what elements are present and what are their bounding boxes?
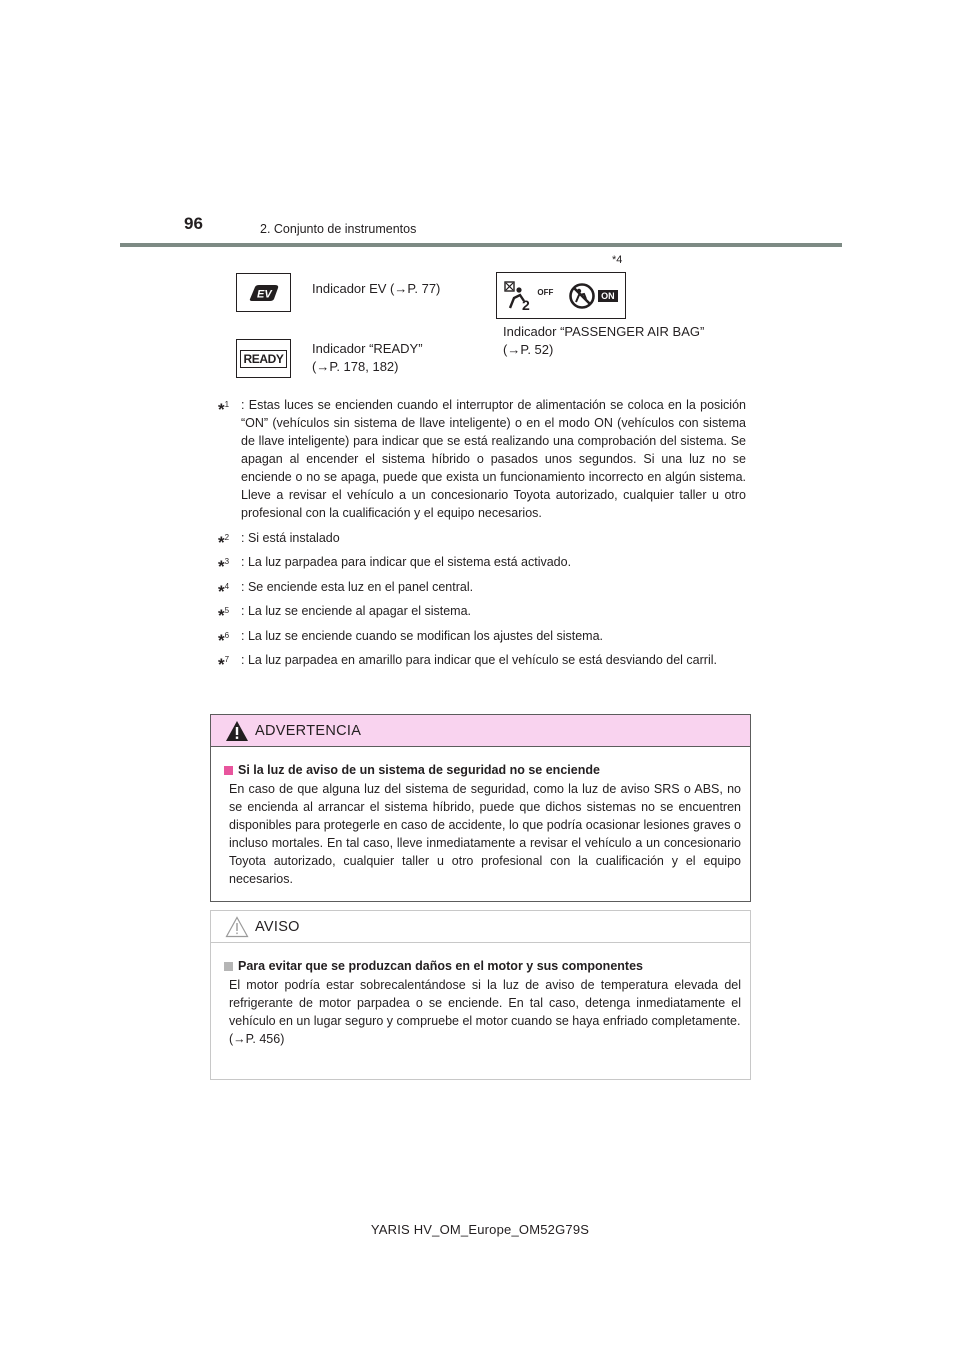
caution-triangle-icon: [225, 916, 249, 938]
page-number: 96: [184, 214, 203, 233]
ev-indicator-box: [236, 273, 291, 312]
notice-reference: (→P. 456): [229, 1032, 285, 1046]
warning-subtitle: Si la luz de aviso de un sistema de seguridad no se enciende: [238, 763, 600, 777]
warning-header: [211, 715, 750, 747]
notice-subtitle: Para evitar que se produzcan daños en el motor y sus componentes: [238, 959, 643, 973]
warning-box: [210, 714, 751, 902]
ev-indicator-label: Indicador EV (→P. 77): [312, 281, 441, 296]
ready-indicator-box: [236, 339, 291, 378]
airbag-indicator-label-line2: (→P. 52): [503, 342, 554, 357]
warning-triangle-icon: [225, 720, 249, 742]
square-bullet-icon: [224, 962, 233, 971]
notice-text: El motor podría estar sobrecalentándose si la luz de aviso de temperatura elevada del refrigerante de motor parpadea o se enciende. En tal caso, detenga inmediatamente el vehículo en un lugar seguro y compruebe el motor cuando se haya enfriado completamente.: [229, 978, 741, 1028]
airbag-on-icon: [568, 282, 596, 310]
svg-text:2: 2: [522, 296, 531, 311]
airbag-off-text: OFF: [537, 288, 554, 297]
ready-indicator-label-line2: (→P. 178, 182): [312, 359, 399, 374]
ev-icon: [247, 282, 281, 304]
warning-text: En caso de que alguna luz del sistema de seguridad, como la luz de aviso SRS o ABS, no se encienda al arrancar el sistema híbrido, puede que dichos sistemas no se encuentren disponibles para protegerle en caso de accidente, lo que podría ocasionar lesiones graves o incluso mortales. En tal caso, lleve inmediatamente a revisar el vehículo a un concesionario Toyota autorizado, cualquier taller u otro profesional con la cualificación y el equipo necesarios.: [229, 782, 741, 886]
notice-body: [211, 943, 750, 1048]
section-title: 2. Conjunto de instrumentos: [260, 222, 417, 236]
footer-doc-id: YARIS HV_OM_Europe_OM52G79S: [370, 1222, 590, 1237]
notice-subtitle-row: [224, 957, 741, 975]
square-bullet-icon: [224, 766, 233, 775]
notice-header: [211, 911, 750, 943]
footnote: *$^2$ : Si está instalado: [218, 530, 340, 552]
airbag-on-group: [568, 282, 618, 310]
airbag-indicator-box: [496, 272, 626, 319]
notice-title: AVISO: [255, 918, 300, 935]
warning-title: ADVERTENCIA: [255, 722, 362, 739]
airbag-off-group: [504, 281, 553, 311]
warning-body: [211, 747, 750, 888]
airbag-off-icon: [504, 281, 536, 311]
ready-indicator-label-line1: Indicador “READY”: [312, 341, 423, 356]
warning-subtitle-row: [224, 761, 741, 779]
footnote: *$^5$ : La luz se enciende al apagar el sistema.: [218, 604, 471, 625]
footnote: *$^7$ : La luz parpadea en amarillo para indicar que el vehículo se está desviando del carril.: [218, 653, 717, 674]
notice-box: [210, 910, 751, 1080]
airbag-on-text: ON: [598, 290, 618, 302]
airbag-indicator-label-line1: Indicador “PASSENGER AIR BAG”: [503, 324, 705, 339]
header-rule: [120, 243, 842, 247]
footnotes: [218, 396, 746, 676]
footnote: *$^6$ : La luz se enciende cuando se modifican los ajustes del sistema.: [218, 628, 604, 650]
footnote: *$^3$ : La luz parpadea para indicar que el sistema está activado.: [218, 555, 572, 576]
footnote: *$^1$ : Estas luces se encienden cuando el interruptor de alimentación se coloca en la posición “ON” (vehículos sin sistema de llave inteligente) o en el modo ON (vehículos con sistema de llave inteligente) para indicar que se está realizando una comprobación del sistema. Se apagan al encender el sistema híbrido o pasados unos segundos. Si una luz no se enciende o no se apaga, puede que exista un funcionamiento incorrecto en algún sistema. Lleve a revisar el vehículo a un concesionario Toyota autorizado, cualquier taller u otro profesional con la cualificación y el equipo necesarios.: [218, 398, 746, 520]
svg-text:EV: EV: [256, 288, 272, 300]
ready-icon: READY: [240, 350, 286, 368]
footnote: *$^4$ : Se enciende esta luz en el panel central.: [218, 579, 474, 601]
airbag-star-note: *4: [612, 254, 623, 266]
